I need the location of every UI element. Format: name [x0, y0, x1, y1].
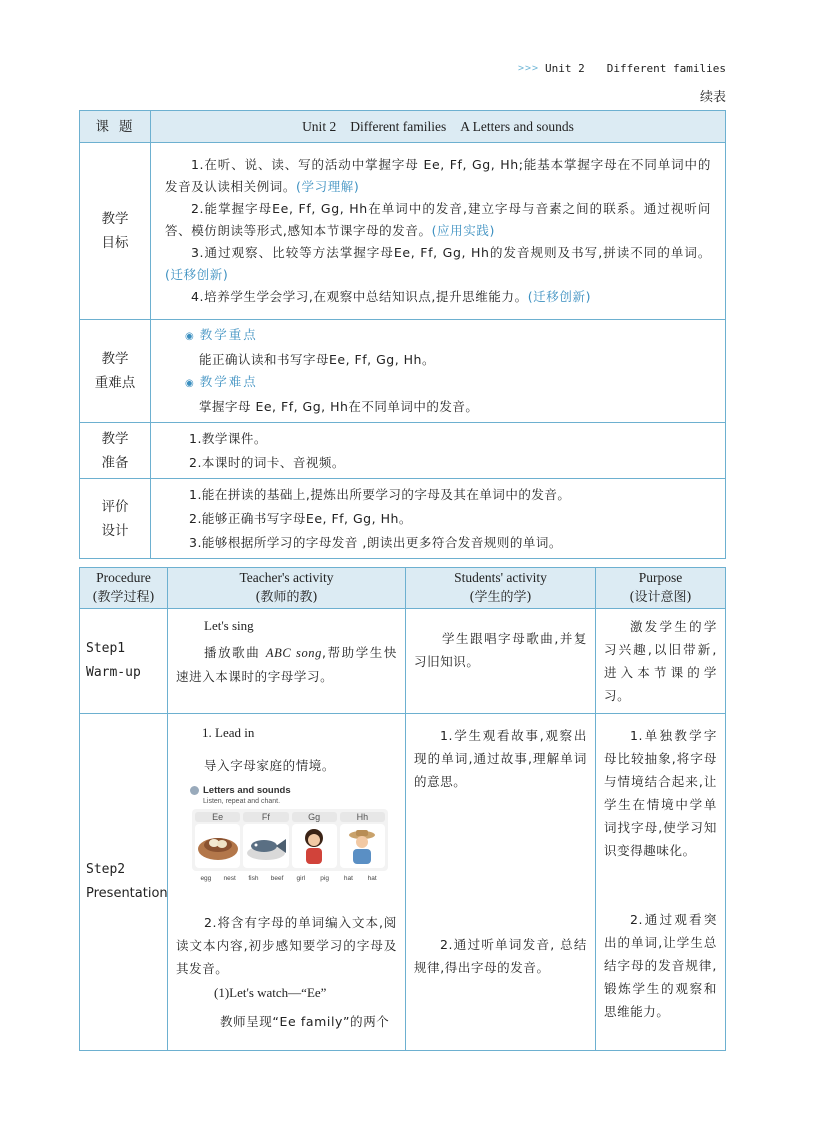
- bullet-icon: ◉: [185, 331, 196, 342]
- teacher-present-text: 教师呈现“Ee family”的两个: [220, 1014, 390, 1029]
- running-head: [518, 62, 726, 75]
- preparation-item: 2.本课时的词卡、音视频。: [189, 454, 345, 470]
- hat-icon: [340, 824, 385, 868]
- preparation-content: [151, 423, 726, 479]
- step1-row: [80, 609, 726, 714]
- running-head-unit: Unit 2: [545, 62, 585, 75]
- lesson-title-label: 课题: [80, 111, 151, 143]
- step2-students: 1.学生观看故事,观察出现的单词,通过故事,理解单词的意思。 2.通过听单词发音, 总结规律,得出字母的发音。: [406, 714, 596, 1051]
- bullet-icon: ◉: [185, 378, 196, 389]
- preparation-label: 教学 准备: [80, 423, 151, 479]
- evaluation-item: 3.能够根据所学习的字母发音 ,朗读出更多符合发音规则的单词。: [189, 534, 562, 550]
- procedure-header-row: [80, 568, 726, 609]
- reading-text: 2.将含有字母的单词编入文本,阅读文本内容,初步感知要学习的字母及其发音。: [176, 915, 397, 976]
- continued-label: 续表: [699, 90, 726, 105]
- lets-watch: (1)Let's watch—“Ee”: [214, 985, 327, 1000]
- nest-egg-icon: [195, 824, 240, 868]
- bullet-icon: [190, 786, 199, 795]
- lesson-unit: Unit 2: [302, 118, 337, 134]
- objectives-label: 教学 目标: [80, 143, 151, 320]
- textbook-thumbnail: [190, 785, 395, 897]
- letter-card: Ee: [195, 812, 240, 868]
- preparation-row: [80, 423, 726, 479]
- lead-in-title: 1. Lead in: [202, 725, 255, 740]
- lesson-title: [151, 111, 726, 143]
- step1-students: 学生跟唱字母歌曲,并复习旧知识。: [406, 609, 596, 714]
- procedure-table: [79, 567, 726, 1051]
- lesson-name: Different families: [350, 118, 447, 134]
- thumbnail-title: Letters and sounds: [190, 785, 395, 796]
- evaluation-item: 2.能够正确书写字母Ee, Ff, Gg, Hh。: [189, 510, 412, 526]
- step2-label: Step2 Presentation: [80, 714, 168, 1051]
- focus-text: 能正确认读和书写字母Ee, Ff, Gg, Hh。: [199, 352, 435, 367]
- letter-card: Hh: [340, 812, 385, 868]
- key-points-content: [151, 320, 726, 423]
- letter-card: Gg: [292, 812, 337, 868]
- key-points-row: [80, 320, 726, 423]
- objective-item: 2.能掌握字母Ee, Ff, Gg, Hh在单词中的发音,建立字母与音素之间的联系。通过视听问答、模仿朗读等形式,感知本节课字母的发音。(应用实践): [165, 201, 711, 238]
- step1-teacher-text: 播放歌曲 ABC song,帮助学生快速进入本课时的字母学习。: [176, 645, 397, 684]
- key-points-label: 教学 重难点: [80, 320, 151, 423]
- objectives-row: [80, 143, 726, 320]
- focus-heading: ◉ 教学重点: [161, 324, 715, 348]
- step1-teacher-title: Let's sing: [204, 618, 254, 633]
- header-students: Students' activity (学生的学): [406, 568, 596, 609]
- lesson-plan-table: [79, 110, 726, 559]
- evaluation-item: 1.能在拼读的基础上,提炼出所要学习的字母及其在单词中的发音。: [189, 486, 571, 502]
- header-purpose: Purpose (设计意图): [596, 568, 726, 609]
- preparation-item: 1.教学课件。: [189, 430, 267, 446]
- step2-teacher: [168, 714, 406, 1051]
- evaluation-label: 评价 设计: [80, 479, 151, 559]
- fish-icon: [243, 824, 288, 868]
- lesson-title-row: [80, 111, 726, 143]
- thumbnail-subtitle: Listen, repeat and chant.: [203, 798, 281, 805]
- step1-label: Step1 Warm-up: [80, 609, 168, 714]
- step1-teacher: [168, 609, 406, 714]
- difficulty-heading: ◉ 教学难点: [161, 371, 715, 395]
- difficulty-text: 掌握字母 Ee, Ff, Gg, Hh在不同单词中的发音。: [199, 399, 479, 414]
- step1-purpose: 激发学生的学习兴趣,以旧带新,进入本节课的学习。: [596, 609, 726, 714]
- step2-row: [80, 714, 726, 1051]
- letter-card: Ff: [243, 812, 288, 868]
- step2-purpose: 1.单独教学字母比较抽象,将字母与情境结合起来,让学生在情境中学单词找字母,使学习知识变得趣味化。 2.通过观看突出的单词,让学生总结字母的发音规律,锻炼学生的观察和思维能力。: [596, 714, 726, 1051]
- evaluation-content: [151, 479, 726, 559]
- girl-icon: [292, 824, 337, 868]
- evaluation-row: [80, 479, 726, 559]
- lead-in-text: 导入字母家庭的情境。: [204, 758, 336, 773]
- objective-item: 1.在听、说、读、写的活动中掌握字母 Ee, Ff, Gg, Hh;能基本掌握字母在不同单词中的发音及认读相关例词。(学习理解): [165, 157, 711, 194]
- running-head-arrows: >>>: [517, 63, 540, 74]
- thumbnail-words: egg nest fish beef girl pig hat hat: [200, 875, 377, 882]
- objectives-content: [151, 143, 726, 320]
- objective-item: 4.培养学生学会学习,在观察中总结知识点,提升思维能力。(迁移创新): [191, 289, 592, 304]
- lesson-part: A Letters and sounds: [460, 118, 574, 134]
- header-procedure: Procedure (教学过程): [80, 568, 168, 609]
- letter-cards: [192, 809, 388, 871]
- header-teacher: Teacher's activity (教师的教): [168, 568, 406, 609]
- objective-item: 3.通过观察、比较等方法掌握字母Ee, Ff, Gg, Hh的发音规则及书写,拼读不同的单词。(迁移创新): [165, 245, 711, 282]
- running-head-title: Different families: [606, 62, 726, 75]
